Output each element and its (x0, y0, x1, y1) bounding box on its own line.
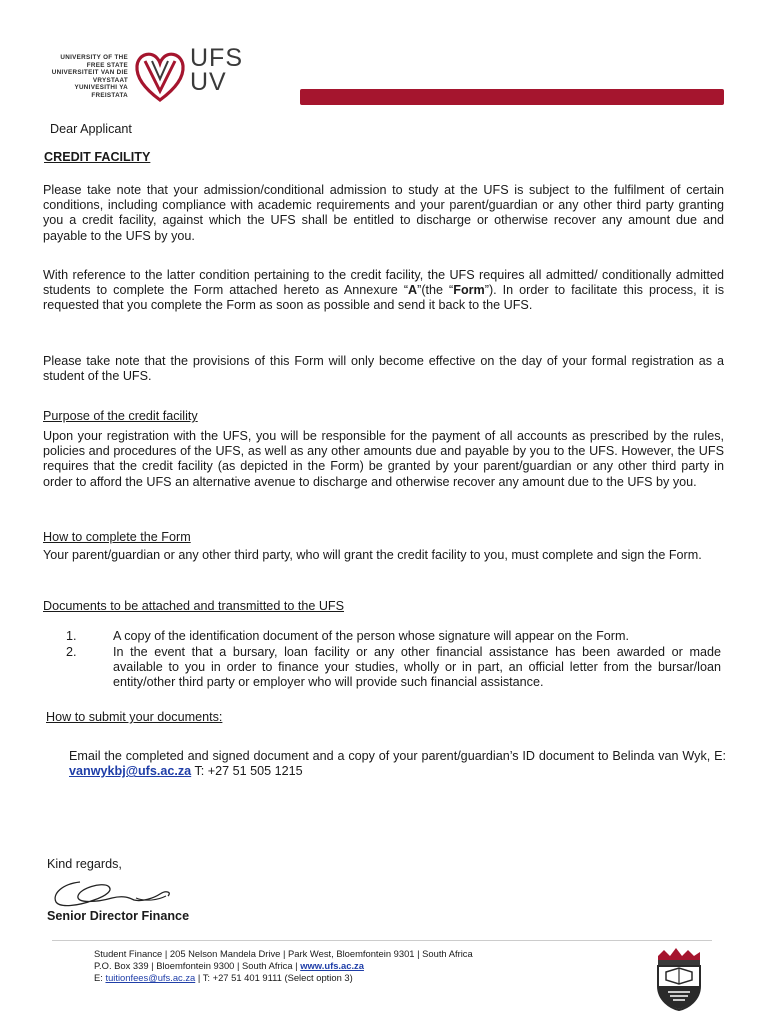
signatory-title: Senior Director Finance (47, 909, 190, 923)
closing: Kind regards, (47, 857, 122, 871)
submit-phone: T: +27 51 505 1215 (191, 764, 303, 779)
paragraph-annexure-text: With reference to the latter condition pertaining to the credit facility, the UFS requires all admitted/ conditionally admitted students to complete the Form attached hereto as Annexure “ (43, 268, 724, 298)
footer-contact (94, 948, 473, 985)
footer-email-line (94, 972, 473, 984)
letter-heading: CREDIT FACILITY (44, 150, 151, 164)
footer-divider (52, 940, 712, 941)
complete-text: Your parent/guardian or any other third party, who will grant the credit facility to you, must complete and sign the Form. (43, 548, 702, 562)
footer-address: Student Finance | 205 Nelson Mandela Drive | Park West, Bloemfontein 9301 | South Africa (94, 948, 473, 959)
logo-text-line: VRYSTAAT (92, 76, 128, 84)
paragraph-annexure-text: ”). In order to facilitate this process, it is requested that you complete the Form as soon as possible and send it back to the UFS. (43, 283, 724, 313)
form-term: Form (453, 283, 485, 298)
footer-email-link[interactable]: tuitionfees@ufs.ac.za (105, 972, 196, 984)
ufs-uv-logo-letters (190, 46, 243, 94)
annexure-letter: A (408, 283, 418, 298)
logo-text-line: FREISTATA (91, 91, 128, 99)
logo-text-line: FREE STATE (86, 61, 128, 69)
website-link[interactable]: www.ufs.ac.za (300, 960, 364, 972)
paragraph-effective: Please take note that the provisions of this Form will only become effective on the day of your formal registration as a student of the UFS. (43, 354, 724, 384)
footer-postal (94, 960, 473, 972)
purpose-heading: Purpose of the credit facility (43, 409, 198, 423)
logo-letters-top: UFS (190, 44, 243, 72)
signature-image (50, 876, 180, 910)
list-item-number: 1. (66, 629, 77, 643)
list-item: In the event that a bursary, loan facility or any other financial assistance has been awarded or made available to you in order to finance your studies, wholly or in part, an official letter from the bursar/loan entity/other third party or employer who will provide such financial assistance. (113, 645, 721, 690)
purpose-text: Upon your registration with the UFS, you will be responsible for the payment of all accounts as prescribed by the rules, policies and procedures of the UFS, as well as any other amounts due and payable by you to the UFS. However, the UFS requires that the credit facility (as depicted in the Form) be granted by your parent/guardian or any other third party in order to afford the UFS an alternative avenue to discharge and otherwise recover any amount due to the UFS by you. (43, 429, 724, 489)
email-link[interactable]: vanwykbj@ufs.ac.za (69, 764, 192, 779)
logo-text-line: UNIVERSITEIT VAN DIE (51, 69, 128, 77)
logo-letters-bottom: UV (190, 68, 227, 96)
footer-email-label: E: (94, 972, 106, 984)
logo-text-line: UNIVERSITY OF THE (60, 54, 128, 61)
submit-heading: How to submit your documents: (46, 710, 223, 724)
paragraph-annexure-text: ”(the “ (417, 283, 454, 298)
submit-text-part: Email the completed and signed document and a copy of your parent/guardian’s ID document to Belinda van Wyk, E: (69, 749, 726, 763)
university-name-logo-text (30, 54, 128, 100)
salutation: Dear Applicant (50, 122, 132, 136)
submit-text (69, 749, 726, 779)
complete-heading: How to complete the Form (43, 530, 191, 544)
list-item: A copy of the identification document of the person whose signature will appear on the Form. (113, 629, 629, 643)
logo-text-line: YUNIVESITHI YA (74, 84, 128, 92)
university-crest-icon (650, 946, 708, 1012)
header-red-bar (300, 89, 724, 105)
paragraph-admission: Please take note that your admission/conditional admission to study at the UFS is subject to the fulfilment of certain conditions, including compliance with academic requirements and your parent/guardian or any other third party granting you a credit facility, against which the UFS shall be entitled to discharge or otherwise recover any amount due and payable to the UFS by you. (43, 183, 724, 243)
paragraph-annexure (43, 268, 724, 314)
footer-phone: | T: +27 51 401 9111 (Select option 3) (195, 972, 353, 984)
ufs-heart-logo-icon (133, 47, 187, 105)
documents-heading: Documents to be attached and transmitted to the UFS (43, 599, 345, 613)
list-item-number: 2. (66, 645, 77, 659)
footer-postal-text: P.O. Box 339 | Bloemfontein 9300 | South Africa | (94, 960, 301, 972)
